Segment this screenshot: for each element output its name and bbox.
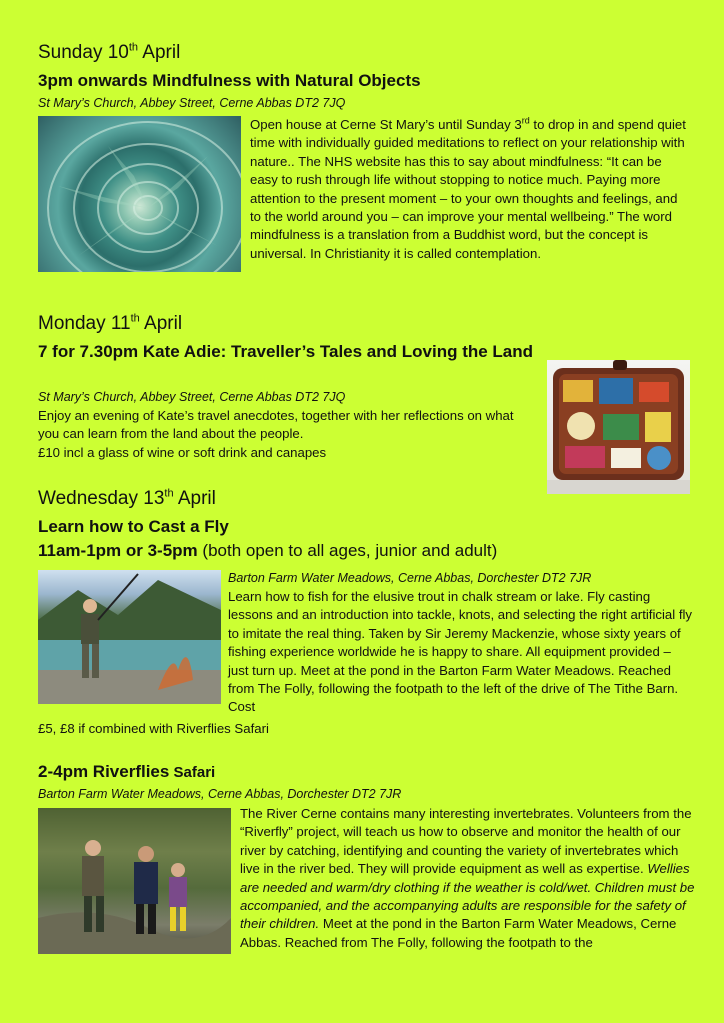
time-bold: 11am-1pm or 3-5pm — [38, 541, 198, 560]
event-time-cast-fly — [38, 541, 497, 561]
body-text-cont: Meet at the pond in the Barton Farm Water Meadows, Cerne Abbas. Reached from The Folly, following the footpath to the — [240, 916, 677, 950]
body-text: The River Cerne contains many interesting invertebrates. Volunteers from the “Riverfly” project, will teach us how to observe and monitor the health of our river by catching, identifying and counting the variety of invertebrates which live in the river bed. They will provide equipment as well as expertise. — [240, 806, 692, 877]
event-title-cast-fly: Learn how to Cast a Fly — [38, 517, 229, 536]
body-text: Open house at Cerne St Mary’s until Sunday 3 — [250, 117, 522, 132]
riverflies-photo — [38, 808, 231, 954]
event-cost: £5, £8 if combined with Riverflies Safari — [38, 721, 269, 736]
time-rest: (both open to all ages, junior and adult) — [197, 541, 498, 560]
date-day: Sunday 10 — [38, 42, 129, 63]
body-text-cont: to drop in and spend quiet time with individually guided meditations to reflect on your relationship with nature.. The NHS website has this to say about mindfulness: “It can be easy to rush through life without stopping to notice much. Paying more attention to the present moment – to your own thoughts and feelings, and to the world around you – can improve your mental wellbeing.” The word mindfulness is a translation from a Buddhist word, but the concept is universal. In Christianity it is called contemplation. — [250, 117, 686, 261]
title-time: 2-4pm Riverflies — [38, 762, 170, 781]
event-title-kate-adie: 7 for 7.30pm Kate Adie: Traveller’s Tales and Loving the Land — [38, 342, 534, 361]
body-sup: rd — [521, 115, 530, 126]
date-sup: th — [128, 41, 139, 54]
date-day: Monday 11 — [38, 313, 131, 334]
fly-fishing-photo — [38, 570, 221, 704]
date-month: April — [173, 488, 216, 509]
event-date-sunday — [38, 42, 180, 64]
event-title-mindfulness: 3pm onwards Mindfulness with Natural Objects — [38, 71, 421, 90]
event-description-cast-fly: Learn how to fish for the elusive trout in chalk stream or lake. Fly casting lessons and an introduction into tackle, knots, and selecting the right artificial fly to imitate the real thing. Taken by Sir Jeremy Mackenzie, whose sixty years of fishing experience worldwide he is happy to share. All equipment provided – just turn up. Meet at the pond in the Barton Farm Water Meadows. Reached from The Folly, following the footpath to the left of the drive of The Tithe Barn. Cost — [228, 589, 693, 715]
body-italic: Wellies are needed and warm/dry clothing if the weather is cold/wet. Children must be accompanied, and the accompanying adults are responsible for the safety of their children. — [240, 861, 695, 932]
date-month: April — [138, 42, 181, 63]
event-description-mindfulness — [250, 116, 690, 263]
event-title-riverflies — [38, 762, 215, 782]
date-sup: th — [164, 487, 174, 500]
event-description-riverflies — [240, 805, 695, 952]
suitcase-photo — [547, 360, 690, 494]
event-date-wednesday — [38, 488, 216, 510]
date-day: Wednesday 13 — [38, 488, 165, 509]
date-sup: th — [130, 312, 140, 325]
event-price: £10 incl a glass of wine or soft drink and canapes — [38, 445, 327, 460]
date-month: April — [139, 313, 183, 334]
event-venue: Barton Farm Water Meadows, Cerne Abbas, Dorchester DT2 7JR — [228, 571, 592, 585]
succulent-photo — [38, 116, 241, 272]
succulent-pattern-icon — [38, 116, 241, 272]
suitcase-icon — [547, 360, 690, 494]
event-venue: Barton Farm Water Meadows, Cerne Abbas, Dorchester DT2 7JR — [38, 787, 402, 801]
fisherman-icon — [38, 570, 221, 704]
river-people-icon — [38, 808, 231, 954]
title-word: Safari — [169, 764, 216, 781]
event-description-kate-adie: Enjoy an evening of Kate’s travel anecdotes, together with her reflections on what you can learn from the land about the people. — [38, 408, 514, 442]
event-date-monday — [38, 313, 182, 335]
event-venue: St Mary’s Church, Abbey Street, Cerne Abbas DT2 7JQ — [38, 96, 346, 110]
event-venue: St Mary’s Church, Abbey Street, Cerne Abbas DT2 7JQ — [38, 390, 346, 404]
